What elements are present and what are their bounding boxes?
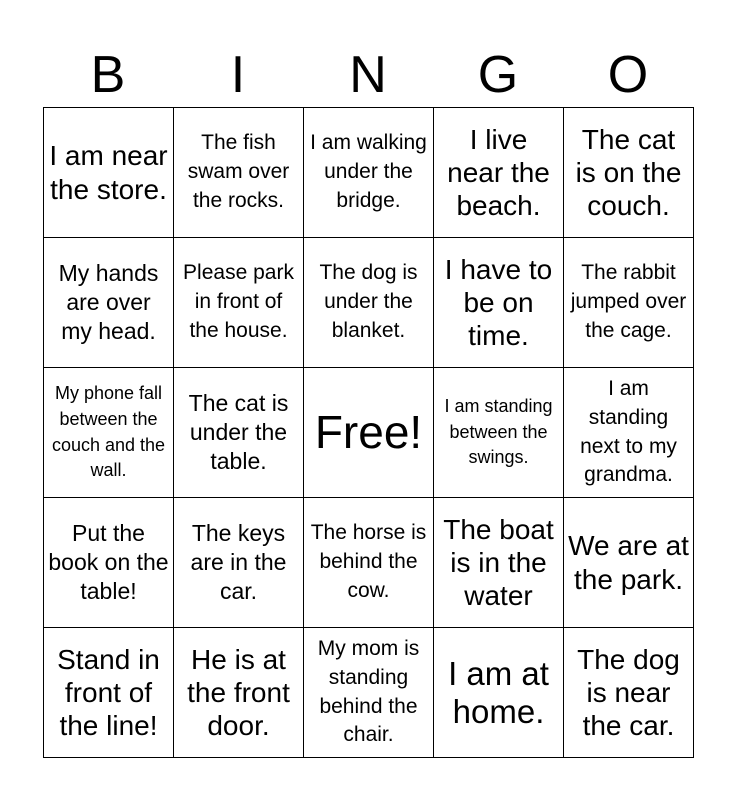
bingo-cell[interactable]: I am near the store. [44,108,174,238]
bingo-cell[interactable]: I am standing between the swings. [434,368,564,498]
bingo-board [43,107,694,758]
bingo-cell[interactable]: We are at the park. [564,498,694,628]
header-letter-b: B [90,46,126,104]
bingo-cell[interactable]: I am walking under the bridge. [304,108,434,238]
bingo-cell[interactable]: The keys are in the car. [174,498,304,628]
header-letter-n: N [349,46,387,104]
free-space[interactable]: Free! [304,368,434,498]
bingo-cell[interactable]: My mom is standing behind the chair. [304,628,434,758]
header-letter-g: G [477,46,519,104]
bingo-cell[interactable]: I am at home. [434,628,564,758]
bingo-cell[interactable]: My phone fall between the couch and the wall. [44,368,174,498]
bingo-cell[interactable]: I have to be on time. [434,238,564,368]
bingo-cell[interactable]: Stand in front of the line! [44,628,174,758]
bingo-cell[interactable]: The dog is near the car. [564,628,694,758]
bingo-cell[interactable]: I am standing next to my grandma. [564,368,694,498]
bingo-cell[interactable]: He is at the front door. [174,628,304,758]
bingo-cell[interactable]: Please park in front of the house. [174,238,304,368]
bingo-cell[interactable]: The fish swam over the rocks. [174,108,304,238]
bingo-cell[interactable]: The dog is under the blanket. [304,238,434,368]
bingo-cell[interactable]: My hands are over my head. [44,238,174,368]
bingo-cell[interactable]: The cat is under the table. [174,368,304,498]
header-letter-i: I [230,46,246,104]
header-letter-o: O [607,46,649,104]
bingo-cell[interactable]: The boat is in the water [434,498,564,628]
bingo-cell[interactable]: I live near the beach. [434,108,564,238]
bingo-cell[interactable]: Put the book on the table! [44,498,174,628]
bingo-header [43,42,693,108]
bingo-cell[interactable]: The cat is on the couch. [564,108,694,238]
bingo-cell[interactable]: The rabbit jumped over the cage. [564,238,694,368]
bingo-cell[interactable]: The horse is behind the cow. [304,498,434,628]
